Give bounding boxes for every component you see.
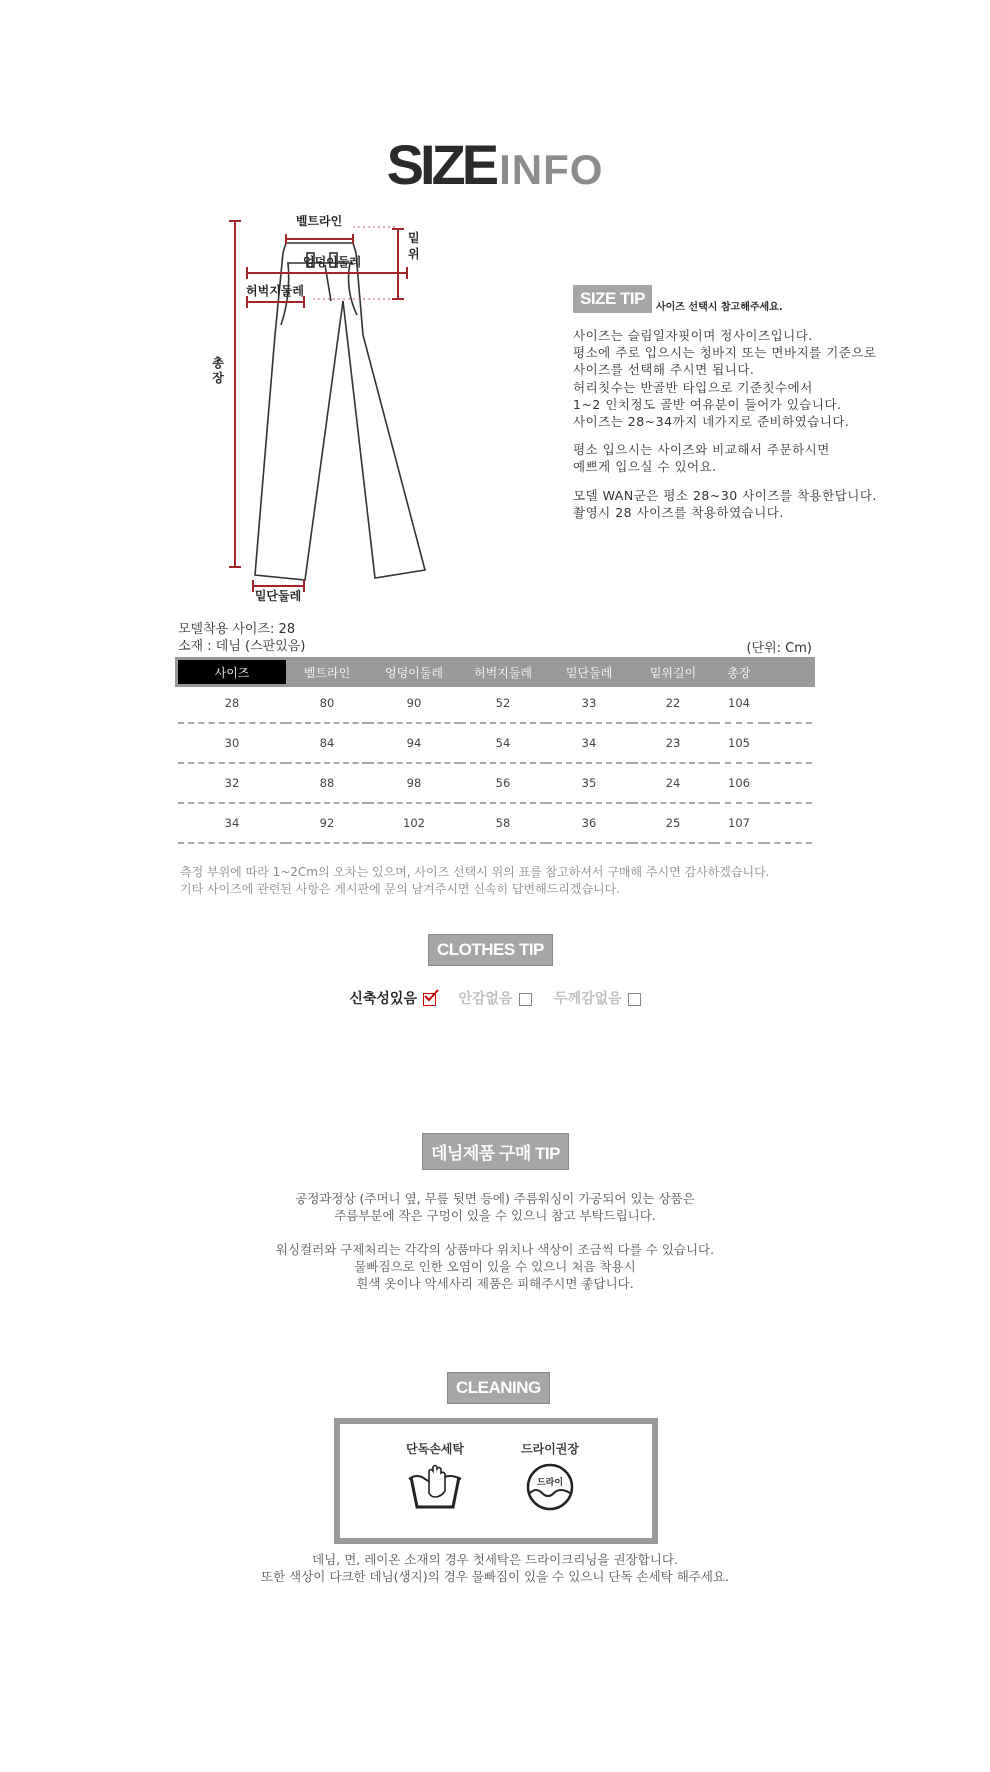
page-title — [0, 132, 990, 197]
size-tip-line: 1~2 인치정도 골반 여유분이 들어가 있습니다. — [573, 396, 842, 412]
size-tip-text — [573, 327, 973, 521]
table-cell: 52 — [460, 684, 546, 723]
unit-label: (단위: Cm) — [746, 641, 812, 656]
dry-clean-item — [505, 1440, 595, 1516]
size-tip-line: 평소에 주로 입으시는 청바지 또는 면바지를 기준으로 — [573, 345, 877, 361]
pants-diagram — [195, 215, 455, 605]
dry-clean-icon — [524, 1461, 576, 1513]
size-tip-line: 평소 입으시는 사이즈와 비교해서 주문하시면 — [573, 442, 830, 458]
table-cell: 102 — [368, 803, 460, 843]
table-note-line: 측정 부위에 따라 1~2Cm의 오차는 있으며, 사이즈 선택시 위의 표를 참고하셔서 구매해 주시면 감사하겠습니다. — [180, 865, 770, 879]
option-no-thickness — [554, 988, 641, 1008]
table-cell: 58 — [460, 803, 546, 843]
table-cell: 92 — [286, 803, 368, 843]
cleaning-line: 데님, 면, 레이온 소재의 경우 첫세탁은 드라이크리닝을 권장합니다. — [312, 1552, 678, 1567]
cleaning-badge: CLEANING — [447, 1372, 550, 1404]
table-cell: 107 — [714, 803, 764, 843]
denim-tip-text — [0, 1190, 990, 1292]
table-header-cell: 사이즈 — [178, 660, 286, 684]
table-cell: 33 — [546, 684, 632, 723]
table-cell: 23 — [632, 723, 714, 763]
table-cell: 34 — [178, 803, 286, 843]
table-row — [178, 723, 812, 763]
size-table — [178, 660, 812, 844]
size-tip-header — [573, 285, 783, 313]
table-cell: 36 — [546, 803, 632, 843]
table-cell: 104 — [714, 684, 764, 723]
denim-tip-line: 흰색 옷이나 악세사리 제품은 피해주시면 좋답니다. — [356, 1276, 634, 1291]
size-tip-line: 사이즈는 슬림일자핏이며 정사이즈입니다. — [573, 328, 813, 343]
table-cell: 88 — [286, 763, 368, 803]
table-cell: 35 — [546, 763, 632, 803]
dry-clean-label: 드라이권장 — [521, 1442, 579, 1456]
table-cell: 90 — [368, 684, 460, 723]
denim-tip-line: 물빠짐으로 인한 오염이 있을 수 있으니 처음 착용시 — [354, 1259, 636, 1274]
table-cell: 54 — [460, 723, 546, 763]
table-header-row — [178, 660, 812, 684]
unchecked-icon — [628, 993, 641, 1006]
hand-wash-icon — [405, 1463, 465, 1511]
table-cell: 25 — [632, 803, 714, 843]
label-length-2: 장 — [212, 371, 224, 385]
table-cell: 32 — [178, 763, 286, 803]
model-size: 모델착용 사이즈: 28 — [178, 622, 296, 637]
denim-tip-line: 워싱컬러와 구제처리는 각각의 상품마다 위치나 색상이 조금씩 다를 수 있습니다. — [275, 1242, 715, 1257]
size-tip-line: 예쁘게 입으실 수 있어요. — [573, 459, 717, 475]
table-note — [180, 864, 769, 898]
table-header-cell: 밑단둘레 — [546, 660, 632, 684]
size-tip-line: 허리칫수는 반골반 타입으로 기준칫수에서 — [573, 379, 813, 395]
dry-icon-text: 드라이 — [536, 1478, 564, 1488]
label-hip: 엉덩이둘레 — [303, 255, 361, 269]
option-stretch — [349, 988, 436, 1008]
table-cell: 24 — [632, 763, 714, 803]
product-meta — [178, 621, 305, 655]
material: 소재 : 데님 (스판있음) — [178, 639, 306, 654]
table-cell: 80 — [286, 684, 368, 723]
table-cell: 28 — [178, 684, 286, 723]
clothes-options — [0, 988, 990, 1008]
denim-tip-line: 주름부분에 작은 구멍이 있을 수 있으니 참고 부탁드립니다. — [334, 1208, 656, 1223]
table-row — [178, 763, 812, 803]
cleaning-text — [0, 1551, 990, 1585]
option-label: 신축성있음 — [349, 991, 417, 1007]
table-cell: 34 — [546, 723, 632, 763]
table-cell: 105 — [714, 723, 764, 763]
hand-wash-label: 단독손세탁 — [406, 1442, 464, 1456]
checked-icon — [423, 993, 436, 1006]
table-header-cell: 허벅지둘레 — [460, 660, 546, 684]
table-cell: 30 — [178, 723, 286, 763]
denim-tip-badge: 데님제품 구매 TIP — [422, 1133, 569, 1170]
table-header-cell: 벨트라인 — [286, 660, 368, 684]
label-thigh: 허벅지둘레 — [246, 284, 304, 298]
rise-marker — [392, 229, 404, 299]
size-tip-line: 촬영시 28 사이즈를 착용하였습니다. — [573, 504, 784, 520]
table-cell: 98 — [368, 763, 460, 803]
hand-wash-item — [390, 1440, 480, 1514]
label-length-1: 총 — [212, 356, 224, 370]
cleaning-icons-box — [334, 1418, 658, 1544]
size-tip-badge: SIZE TIP — [573, 285, 652, 313]
table-cell: 94 — [368, 723, 460, 763]
option-no-lining — [458, 988, 531, 1008]
length-marker — [229, 221, 241, 567]
table-cell: 56 — [460, 763, 546, 803]
size-tip-line: 사이즈는 28~34까지 네가지로 준비하였습니다. — [573, 414, 850, 430]
label-rise-2: 위 — [408, 247, 420, 261]
table-cell: 22 — [632, 684, 714, 723]
table-note-line: 기타 사이즈에 관련된 사항은 게시판에 문의 남겨주시면 신속히 답변해드리겠습니다. — [180, 882, 621, 896]
denim-tip-line: 공정과정상 (주머니 옆, 무릎 뒷면 등에) 주름워싱이 가공되어 있는 상품은 — [295, 1191, 695, 1206]
title-info: INFO — [499, 146, 604, 193]
size-tip-line: 사이즈를 선택해 주시면 됩니다. — [573, 362, 755, 378]
size-tip-line: 모델 WAN군은 평소 28~30 사이즈를 착용한답니다. — [573, 487, 877, 503]
table-cell: 106 — [714, 763, 764, 803]
table-header-cell: 총장 — [714, 660, 764, 684]
table-row — [178, 803, 812, 843]
cleaning-line: 또한 색상이 다크한 데님(생지)의 경우 물빠짐이 있을 수 있으니 단독 손세탁 해주세요. — [261, 1569, 729, 1584]
label-hem: 밑단둘레 — [254, 589, 302, 603]
option-label: 두께감없음 — [554, 991, 622, 1007]
label-rise-1: 밑 — [408, 231, 420, 245]
clothes-tip-badge: CLOTHES TIP — [428, 934, 553, 966]
table-cell: 84 — [286, 723, 368, 763]
table-header-cell: 밑위길이 — [632, 660, 714, 684]
unchecked-icon — [519, 993, 532, 1006]
table-row — [178, 684, 812, 723]
option-label: 안감없음 — [458, 991, 513, 1007]
label-belt-line: 벨트라인 — [295, 215, 343, 228]
table-header-cell: 엉덩이둘레 — [368, 660, 460, 684]
title-size: SIZE — [386, 133, 496, 196]
size-tip-note: 사이즈 선택시 참고해주세요. — [655, 302, 783, 313]
